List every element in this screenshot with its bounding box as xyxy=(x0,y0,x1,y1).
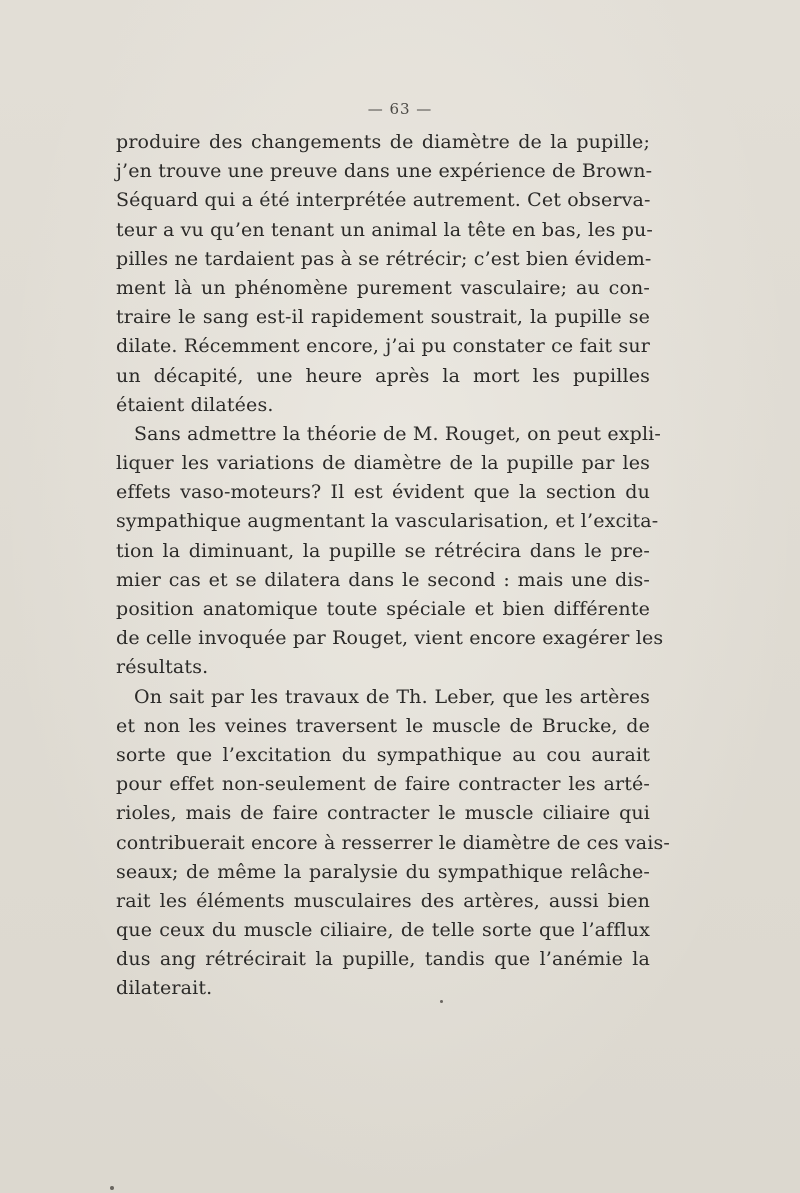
text-line: On sait par les travaux de Th. Leber, que les artères xyxy=(134,685,650,708)
text-line: dus ang rétrécirait la pupille, tandis que l’anémie la xyxy=(116,948,650,971)
text-line: que ceux du muscle ciliaire, de telle sorte que l’afflux xyxy=(116,919,650,942)
text-line: sorte que l’excitation du sympathique au cou aurait xyxy=(116,743,650,766)
text-line: traire le sang est-il rapidement soustrait, la pupille se xyxy=(116,306,650,329)
text-line: et non les veines traversent le muscle de Brucke, de xyxy=(116,714,650,737)
text-line: étaient dilatées. xyxy=(116,393,274,416)
text-line: de celle invoquée par Rouget, vient encore exagérer les xyxy=(116,627,664,650)
text-line: j’en trouve une preuve dans une expérience de Brown- xyxy=(116,160,653,183)
text-line: dilate. Récemment encore, j’ai pu constater ce fait sur xyxy=(116,335,650,358)
ink-speck xyxy=(440,1000,443,1003)
text-line: effets vaso-moteurs? Il est évident que la section du xyxy=(116,481,650,504)
text-line: tion la diminuant, la pupille se rétrécira dans le pre- xyxy=(116,539,650,562)
text-line: pour effet non-seulement de faire contracter les arté- xyxy=(116,773,650,796)
text-line: pilles ne tardaient pas à se rétrécir; c’est bien évidem- xyxy=(116,247,652,270)
text-line: teur a vu qu’en tenant un animal la tête en bas, les pu- xyxy=(116,218,653,241)
page-number: — 63 — xyxy=(367,100,433,118)
text-line: dilaterait. xyxy=(116,977,213,1000)
text-line: rioles, mais de faire contracter le muscle ciliaire qui xyxy=(116,802,650,825)
text-line: Séquard qui a été interprétée autrement. Cet observa- xyxy=(116,189,651,212)
text-line: contribuerait encore à resserrer le diamètre de ces vais- xyxy=(116,831,670,854)
text-line: sympathique augmentant la vascularisation, et l’excita- xyxy=(116,510,659,533)
text-line: seaux; de même la paralysie du sympathique relâche- xyxy=(116,860,650,883)
text-line: ment là un phénomène purement vasculaire; au con- xyxy=(116,276,650,299)
text-line: mier cas et se dilatera dans le second : mais une dis- xyxy=(116,568,650,591)
ink-speck xyxy=(110,1186,114,1190)
text-line: liquer les variations de diamètre de la pupille par les xyxy=(116,452,650,475)
text-line: rait les éléments musculaires des artères, aussi bien xyxy=(116,889,650,912)
body-text xyxy=(116,128,670,1004)
text-line: un décapité, une heure après la mort les pupilles xyxy=(116,364,650,387)
text-line: résultats. xyxy=(116,656,209,679)
text-line: Sans admettre la théorie de M. Rouget, on peut expli- xyxy=(134,422,661,445)
text-line: produire des changements de diamètre de la pupille; xyxy=(116,131,650,153)
text-line: position anatomique toute spéciale et bien différente xyxy=(116,598,650,620)
